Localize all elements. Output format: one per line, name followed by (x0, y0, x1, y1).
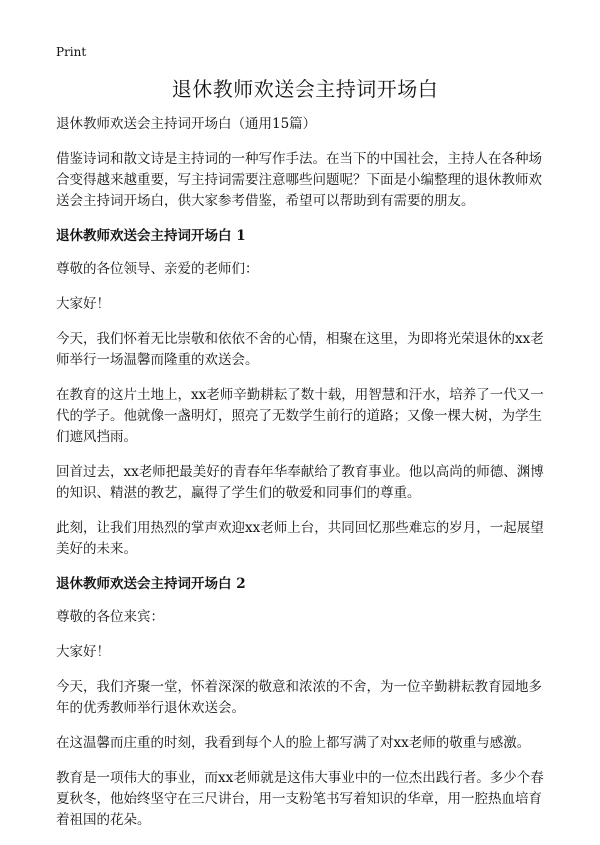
document-title: 退休教师欢送会主持词开场白 (171, 77, 439, 101)
section-1 (56, 226, 554, 560)
section-paragraph: 教育是一项伟大的事业，而xx老师就是这伟大事业中的一位杰出践行者。多少个春夏秋冬，他始终坚守在三尺讲台，用一支粉笔书写着知识的华章，用一腔热血培育着祖国的花朵。 (56, 770, 544, 828)
section-paragraph: 今天，我们怀着无比崇敬和依依不舍的心情，相聚在这里，为即将光荣退休的xx老师举行一场温馨而隆重的欢送会。 (56, 331, 544, 368)
section-paragraph: 回首过去，xx老师把最美好的青春年华奉献给了教育事业。他以高尚的师德、渊博的知识、精湛的教艺，赢得了学生们的敬爱和同事们的尊重。 (56, 464, 544, 501)
section-paragraph: 尊敬的各位领导、亲爱的老师们： (56, 261, 259, 277)
section-heading: 退休教师欢送会主持词开场白 2 (56, 576, 246, 592)
section-paragraph: 大家好！ (56, 644, 110, 660)
print-link[interactable]: Print (56, 45, 87, 59)
section-paragraph: 大家好！ (56, 296, 110, 312)
document-subtitle: 退休教师欢送会主持词开场白（通用15篇） (56, 116, 317, 132)
section-paragraph: 在教育的这片土地上，xx老师辛勤耕耘了数十载，用智慧和汗水，培养了一代又一代的学子。他就像一盏明灯，照亮了无数学生前行的道路；又像一棵大树，为学生们遮风挡雨。 (56, 387, 544, 445)
document-page (56, 44, 554, 845)
section-2 (56, 574, 554, 831)
section-paragraph: 此刻，让我们用热烈的掌声欢迎xx老师上台，共同回忆那些难忘的岁月，一起展望美好的未来。 (56, 520, 544, 557)
section-heading: 退休教师欢送会主持词开场白 1 (56, 228, 246, 244)
section-paragraph: 今天，我们齐聚一堂，怀着深深的敬意和浓浓的不舍，为一位辛勤耕耘教育园地多年的优秀教师举行退休欢送会。 (56, 679, 542, 716)
section-paragraph: 在这温馨而庄重的时刻，我看到每个人的脸上都写满了对xx老师的敬重与感激。 (56, 735, 531, 751)
section-paragraph: 尊敬的各位来宾： (56, 609, 164, 625)
intro-paragraph: 借鉴诗词和散文诗是主持词的一种写作手法。在当下的中国社会，主持人在各种场合变得越来越重要，写主持词需要注意哪些问题呢？下面是小编整理的退休教师欢送会主持词开场白，供大家参考借鉴，希望可以帮助到有需要的朋友。 (56, 151, 542, 209)
